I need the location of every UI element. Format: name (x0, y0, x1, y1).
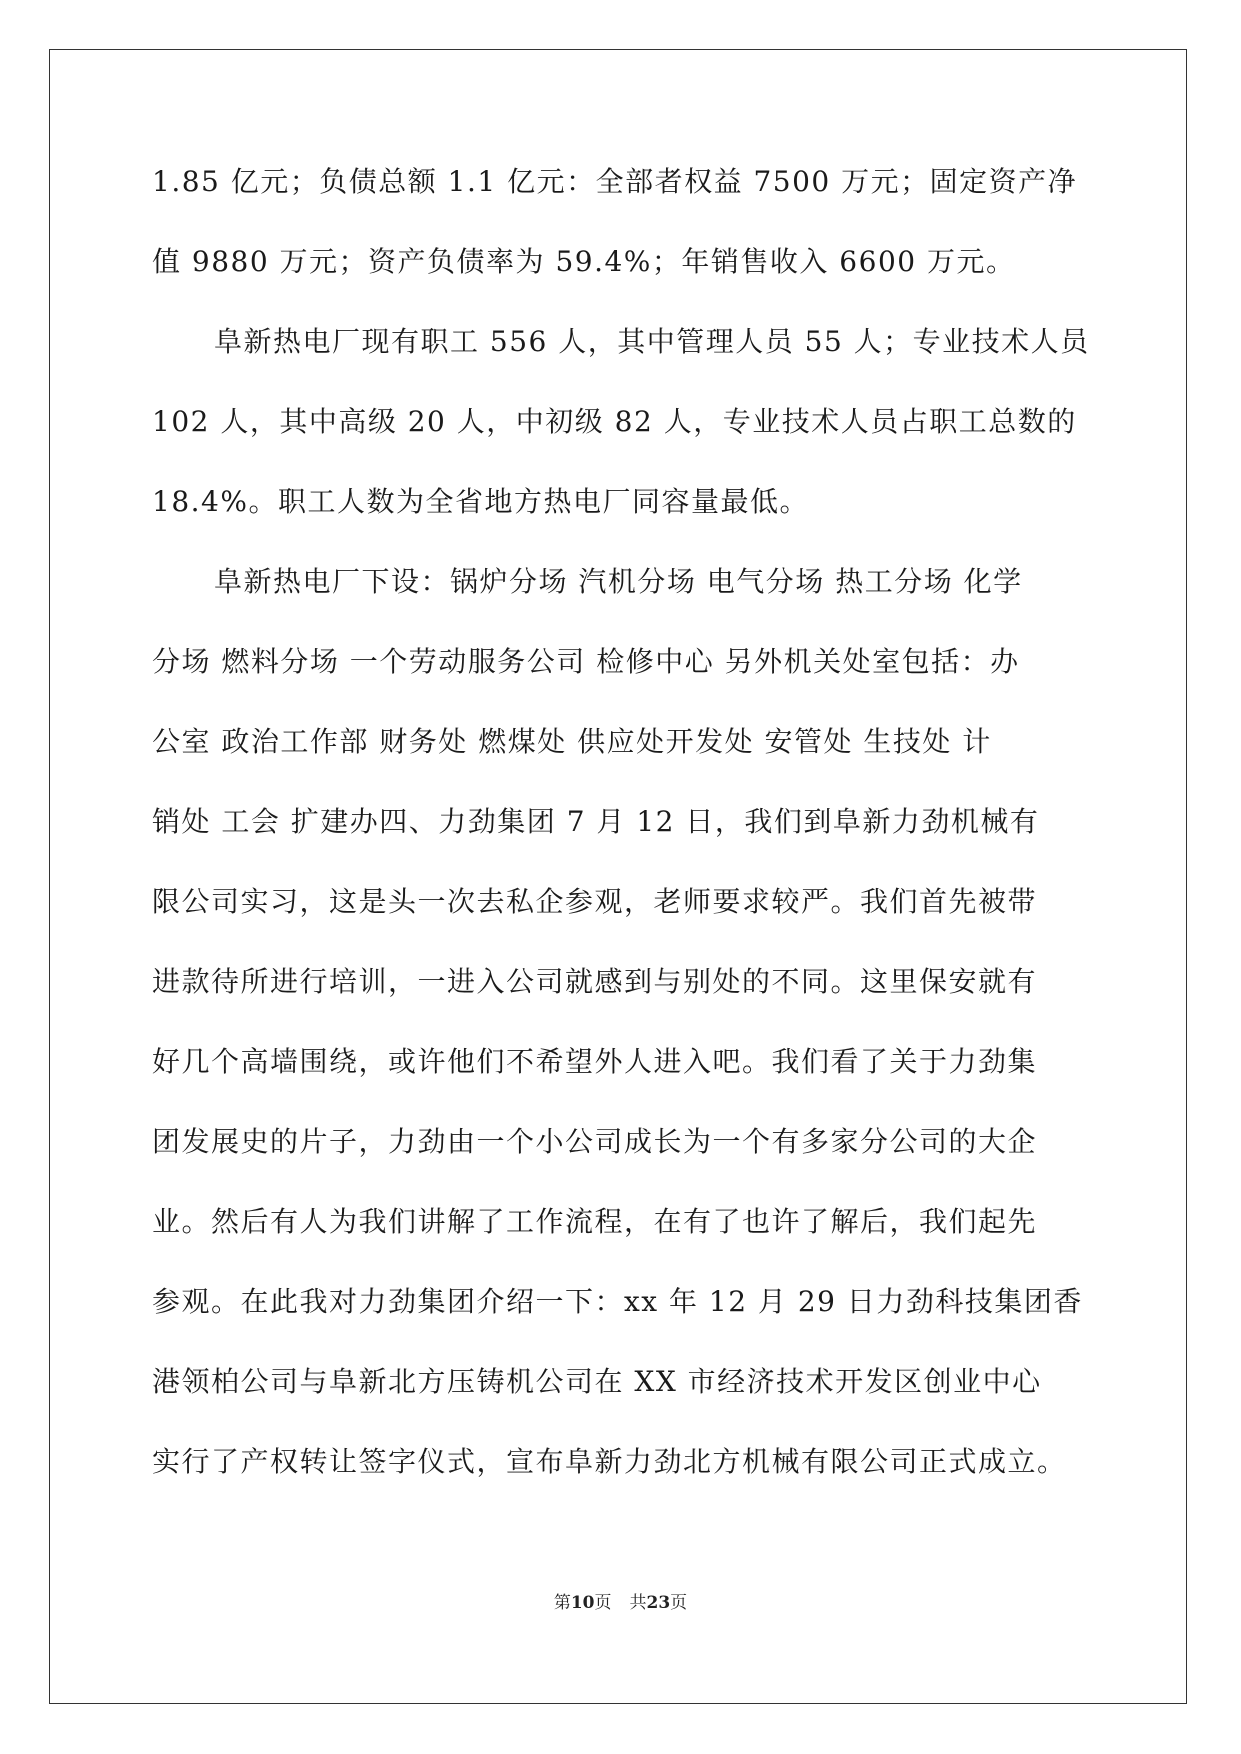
page-footer (0, 1591, 1241, 1615)
page-prefix: 第 (553, 1593, 571, 1613)
text-line: 公室 政治工作部 财务处 燃煤处 供应处开发处 安管处 生技处 计 (152, 725, 992, 758)
text-line: 实行了产权转让签字仪式，宣布阜新力劲北方机械有限公司正式成立。 (152, 1445, 1067, 1478)
text-line: 1.85 亿元；负债总额 1.1 亿元：全部者权益 7500 万元；固定资产净 (152, 165, 1078, 198)
total-suffix: 页 (670, 1593, 688, 1613)
text-line: 好几个高墙围绕，或许他们不希望外人进入吧。我们看了关于力劲集 (152, 1045, 1038, 1078)
page-number: 10 (570, 1593, 595, 1613)
page-suffix: 页 (594, 1593, 612, 1613)
text-line: 销处 工会 扩建办四、力劲集团 7 月 12 日，我们到阜新力劲机械有 (152, 805, 1040, 838)
text-line: 参观。在此我对力劲集团介绍一下：xx 年 12 月 29 日力劲科技集团香 (152, 1285, 1083, 1318)
text-line: 阜新热电厂下设：锅炉分场 汽机分场 电气分场 热工分场 化学 (214, 565, 1023, 598)
text-line: 业。然后有人为我们讲解了工作流程，在有了也许了解后，我们起先 (152, 1205, 1038, 1238)
text-line: 18.4%。职工人数为全省地方热电厂同容量最低。 (152, 485, 809, 518)
text-line: 团发展史的片子，力劲由一个小公司成长为一个有多家分公司的大企 (152, 1125, 1038, 1158)
text-line: 进款待所进行培训，一进入公司就感到与别处的不同。这里保安就有 (152, 965, 1038, 998)
total-pages: 23 (646, 1593, 671, 1613)
document-body (152, 162, 1092, 1522)
text-line: 102 人，其中高级 20 人，中初级 82 人，专业技术人员占职工总数的 (152, 405, 1077, 438)
text-line: 值 9880 万元；资产负债率为 59.4%；年销售收入 6600 万元。 (152, 245, 1016, 278)
text-line: 阜新热电厂现有职工 556 人，其中管理人员 55 人；专业技术人员 (214, 325, 1090, 358)
total-prefix: 共 (629, 1593, 647, 1613)
text-line: 分场 燃料分场 一个劳动服务公司 检修中心 另外机关处室包括：办 (152, 645, 1020, 678)
text-line: 港领柏公司与阜新北方压铸机公司在 XX 市经济技术开发区创业中心 (152, 1365, 1042, 1398)
text-line: 限公司实习，这是头一次去私企参观，老师要求较严。我们首先被带 (152, 885, 1038, 918)
